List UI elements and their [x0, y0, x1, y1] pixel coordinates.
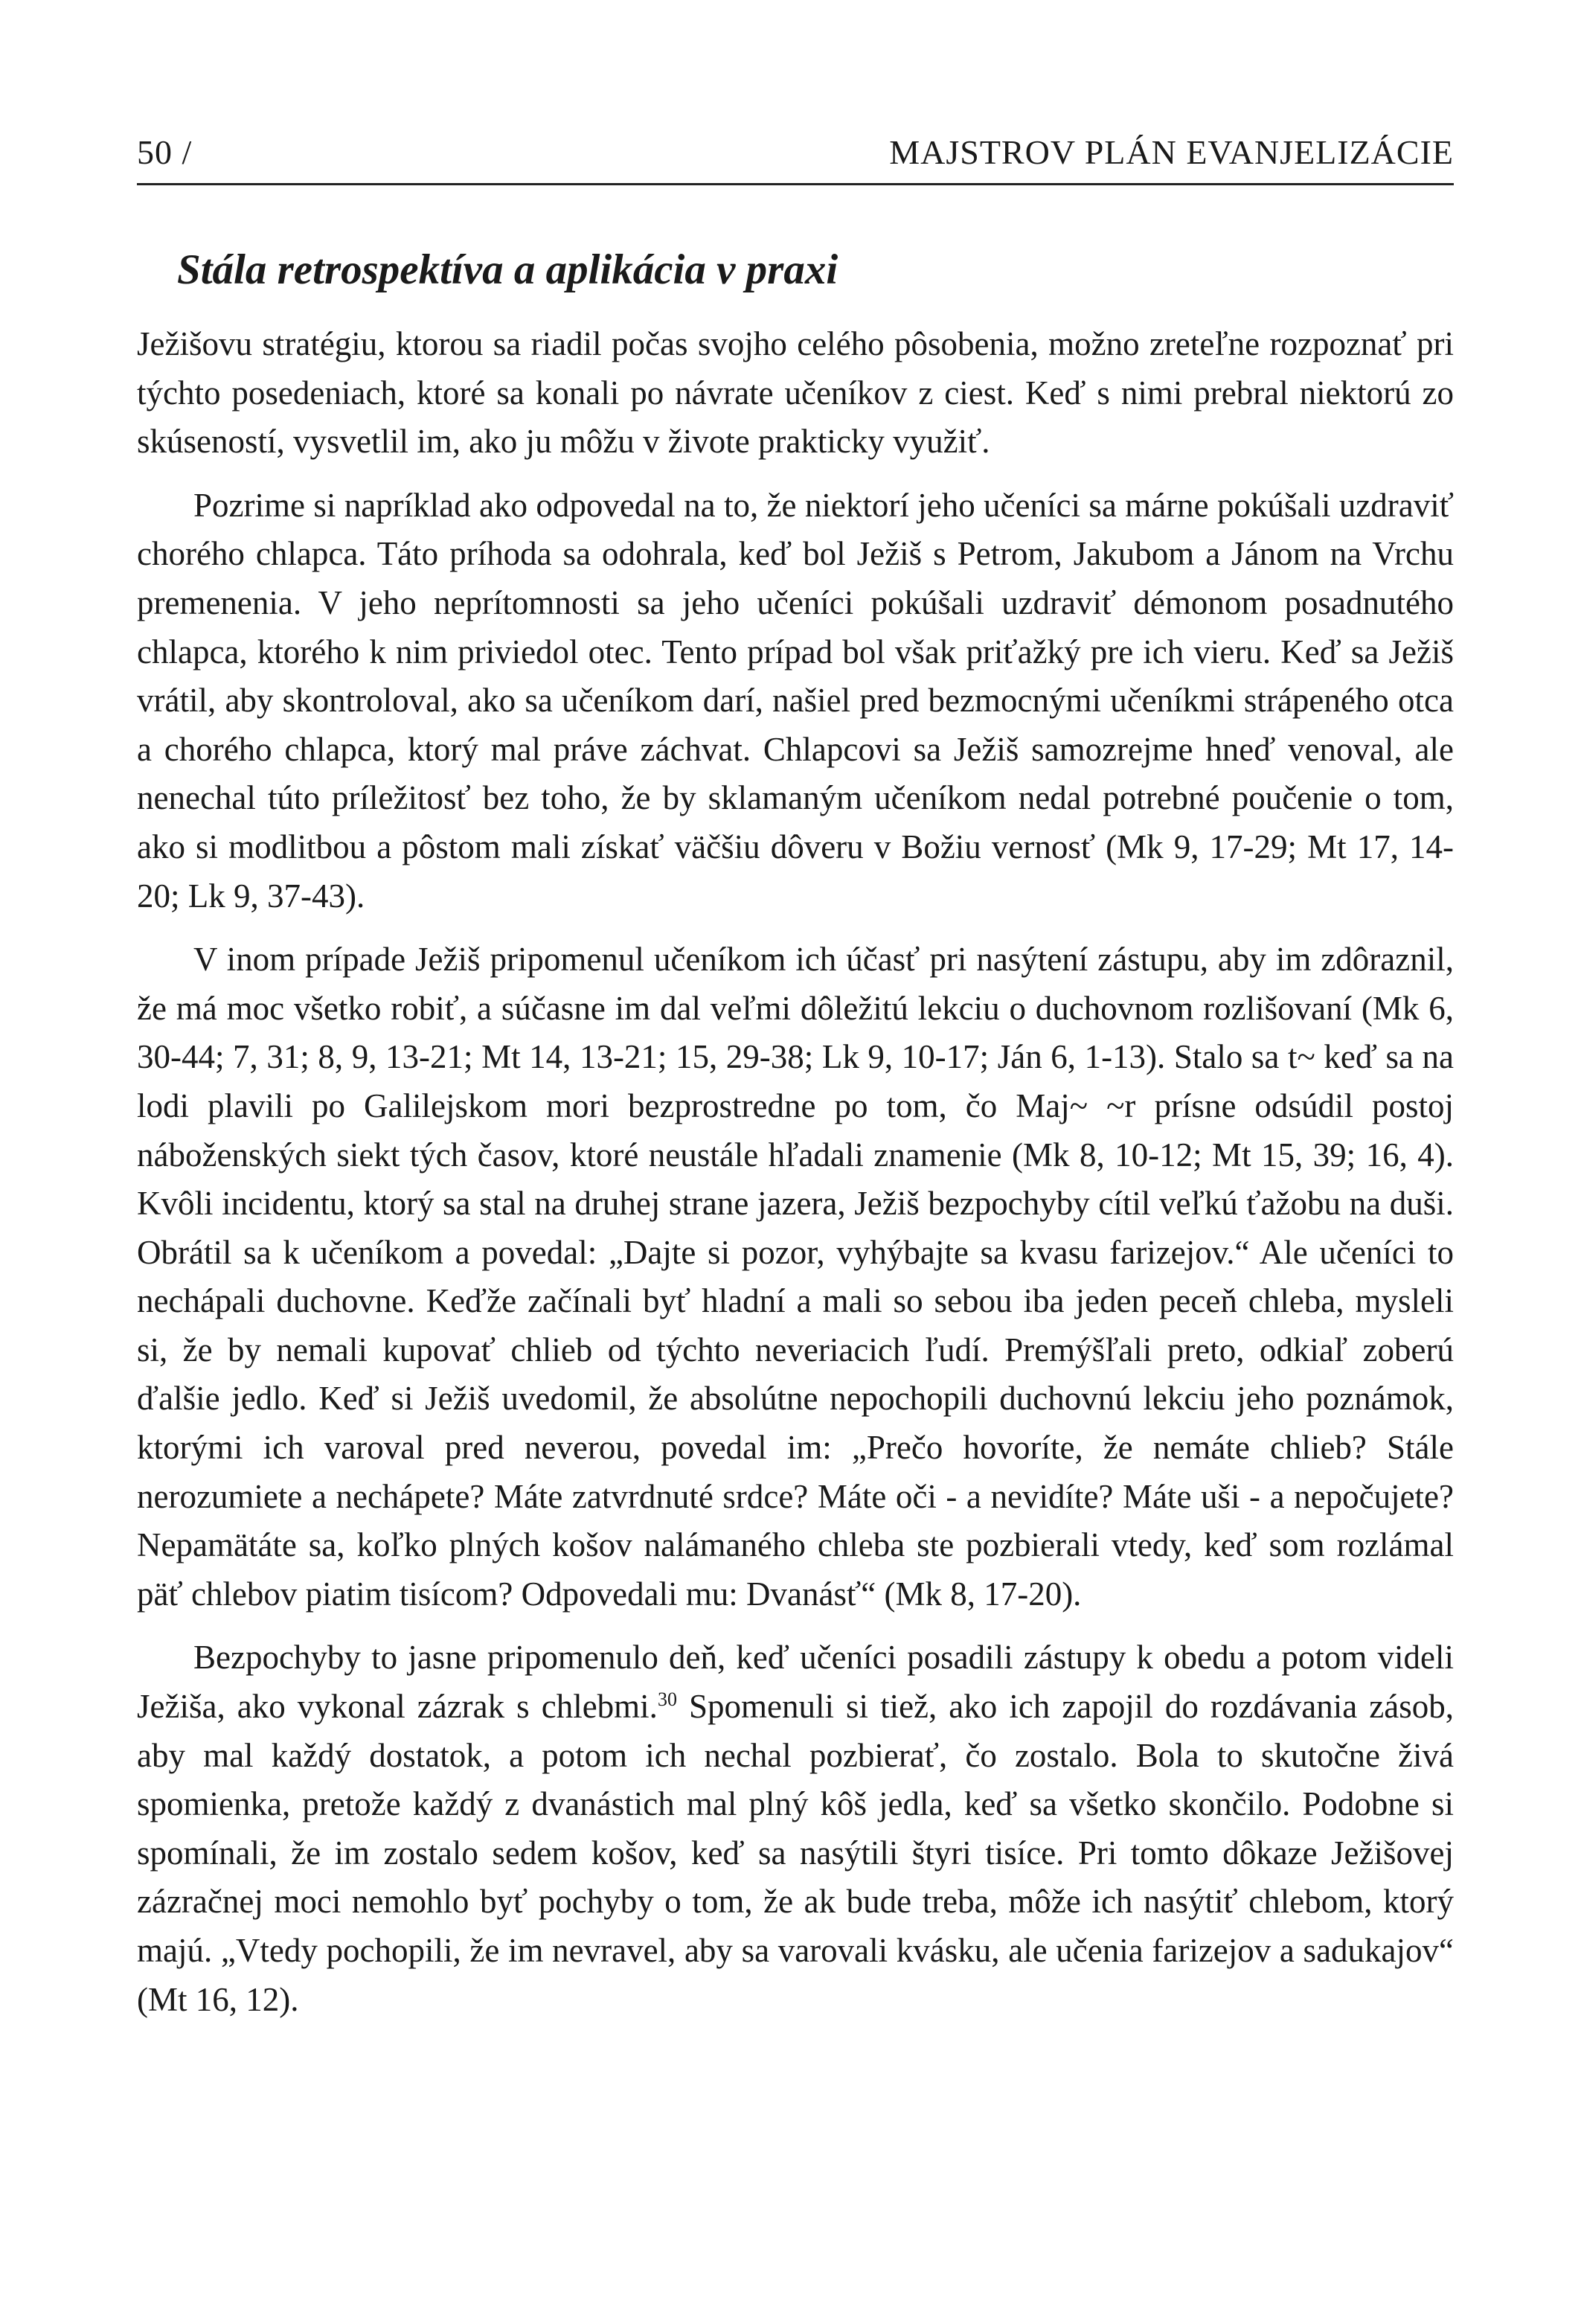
page-number: 50 /: [137, 133, 193, 171]
footnote-marker: 30: [657, 1688, 677, 1711]
page-header: [137, 125, 1454, 177]
paragraph-4: [137, 1633, 1454, 2024]
paragraph-2: Pozrime si napríklad ako odpovedal na to, že niektorí jeho učeníci sa márne pokúšali uzdraviť chorého chlapca. Táto príhoda sa odohrala, keď bol Ježiš s Petrom, Jakubom a Jánom na Vrchu premenenia. V jeho neprítomnosti sa jeho učeníci pokúšali uzdraviť démonom posadnutého chlapca, ktorého k nim priviedol otec. Tento prípad bol však priťažký pre ich vieru. Keď sa Ježiš vrátil, aby skontroloval, ako sa učeníkom darí, našiel pred bezmocnými učeníkmi strápeného otca a chorého chlapca, ktorý mal práve záchvat. Chlapcovi sa Ježiš samozrejme hneď venoval, ale nenechal túto príležitosť bez toho, že by sklamaným učeníkom nedal potrebné poučenie o tom, ako si modlitbou a pôstom mali získať väčšiu dôveru v Božiu vernosť (Mk 9, 17-29; Mt 17, 14-20; Lk 9, 37-43).: [137, 486, 1454, 915]
running-title: MAJSTROV PLÁN EVANJELIZÁCIE: [889, 133, 1454, 171]
body-text: [137, 320, 1454, 2024]
paragraph-1: Ježišovu stratégiu, ktorou sa riadil počas svojho celého pôsobenia, možno zreteľne rozpoznať pri týchto posedeniach, ktoré sa konali po návrate učeníkov z ciest. Keď s nimi prebral niektorú zo skúseností, vysvetlil im, ako ju môžu v živote prakticky využiť.: [137, 325, 1454, 461]
paragraph-4-text-before: Bezpochyby to jasne pripomenulo deň, keď učeníci posadili zástupy k obedu a potom videli Ježiša, ako vykonal zázrak s chlebmi.: [137, 1639, 1454, 1726]
paragraph-4-text-after: Spomenuli si tiež, ako ich zapojil do rozdávania zásob, aby mal každý dostatok, a potom ich nechal pozbierať, čo zostalo. Bola to skutočne živá spomienka, pretože každý z dvanástich mal plný kôš jedla, keď sa všetko skončilo. Podobne si spomínali, že im zostalo sedem košov, keď sa nasýtili štyri tisíce. Pri tomto dôkaze Ježišovej zázračnej moci nemohlo byť pochyby o tom, že ak bude treba, môže ich nasýtiť chlebom, ktorý majú. „Vtedy pochopili, že im nevravel, aby sa varovali kvásku, ale učenia farizejov a sadukajov“ (Mt 16, 12).: [137, 1688, 1454, 2018]
header-rule: [137, 183, 1454, 185]
section-title: Stála retrospektíva a aplikácia v praxi: [177, 246, 838, 293]
paragraph-3: V inom prípade Ježiš pripomenul učeníkom ich účasť pri nasýtení zástupu, aby im zdôraznil, že má moc všetko robiť, a súčasne im dal veľmi dôležitú lekciu o duchovnom rozlišovaní (Mk 6, 30-44; 7, 31; 8, 9, 13-21; Mt 14, 13-21; 15, 29-38; Lk 9, 10-17; Ján 6, 1-13). Stalo sa t~ keď sa na lodi plavili po Galilejskom mori bezprostredne po tom, čo Maj~ ~r prísne odsúdil postoj náboženských siekt tých časov, ktoré neustále hľadali znamenie (Mk 8, 10-12; Mt 15, 39; 16, 4). Kvôli incidentu, ktorý sa stal na druhej strane jazera, Ježiš bezpochyby cítil veľkú ťažobu na duši. Obrátil sa k učeníkom a povedal: „Dajte si pozor, vyhýbajte sa kvasu farizejov.“ Ale učeníci to nechápali duchovne. Keďže začínali byť hladní a mali so sebou iba jeden peceň chleba, mysleli si, že by nemali kupovať chlieb od týchto neveriacich ľudí. Premýšľali preto, odkiaľ zoberú ďalšie jedlo. Keď si Ježiš uvedomil, že absolútne nepochopili duchovnú lekciu jeho poznámok, ktorými ich varoval pred neverou, povedal im: „Prečo hovoríte, že nemáte chlieb? Stále nerozumiete a nechápete? Máte zatvrdnuté srdce? Máte oči - a nevidíte? Máte uši - a nepočujete? Nepamätáte sa, koľko plných košov nalámaného chleba ste pozbierali vtedy, keď som rozlámal päť chlebov piatim tisícom? Odpovedali mu: Dvanásť“ (Mk 8, 17-20).: [137, 941, 1454, 1613]
